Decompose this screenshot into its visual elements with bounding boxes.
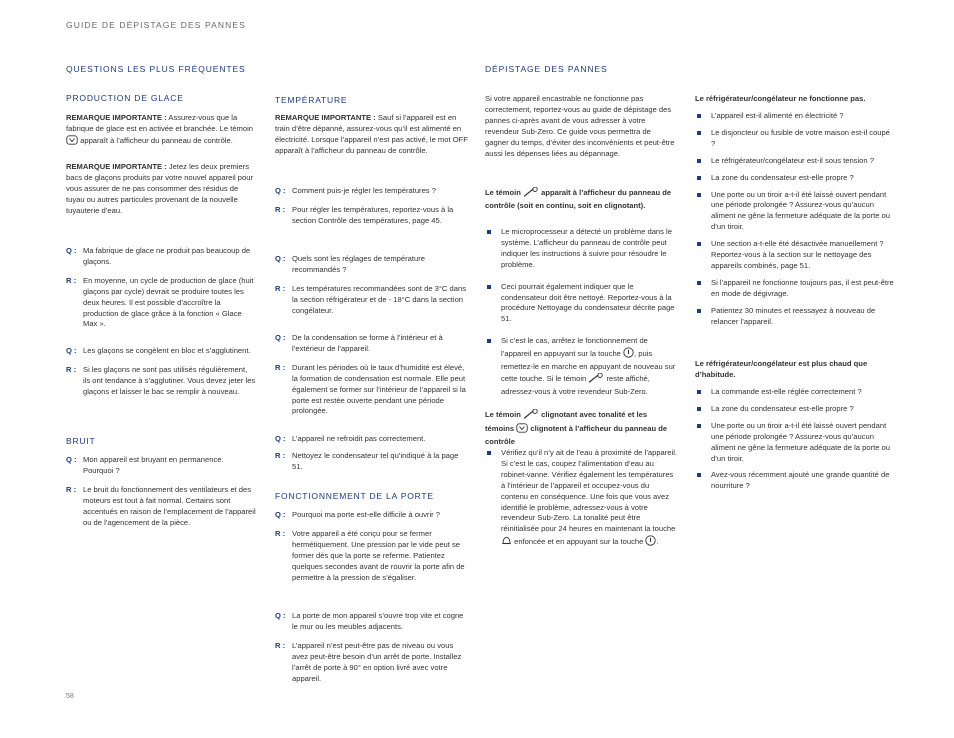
bullet-icon xyxy=(695,111,711,122)
bullet-icon xyxy=(695,278,711,300)
note-label: REMARQUE IMPORTANTE : xyxy=(66,162,167,171)
bullet-icon xyxy=(695,190,711,234)
answer-text: L’appareil n’est peut-être pas de niveau ou vous avez peut-être besoin d’un arrêt de porte. Installez l’arrêt de porte à 90° en option livré avec votre appareil. xyxy=(292,640,462,683)
list-item: Le microprocesseur a détecté un problème dans le système. L’afficheur du panneau de contrôle peut indiquer les instructions à suivre pour résoudre le problème. xyxy=(485,227,677,271)
ice-qa-1: Q : Ma fabrique de glace ne produit pas beaucoup de glaçons. R : En moyenne, un cycle de production de glace (huit glaçons par cycle) devrait se produire toutes les deux heures. Il est possible d’accroître la production de glace grâce à la fonction « Glace Max ». xyxy=(66,246,256,330)
note-label: REMARQUE IMPORTANTE : xyxy=(275,113,376,122)
flash-indicator-heading: Le témoin clignotant avec tonalité et les témoins clignotent à l’afficheur du panneau de contrôle xyxy=(485,410,668,446)
power-icon xyxy=(645,535,656,550)
service-bullets xyxy=(485,227,677,398)
faq-section-title: QUESTIONS LES PLUS FRÉQUENTES xyxy=(66,64,246,74)
answer-text: Votre appareil a été conçu pour se fermer hermétiquement. Une pression par le vide peut se former dès que la porte se referme. Patientez quelques secondes avant de rouvrir la porte afin de permettre à la pression de s’égaliser. xyxy=(292,528,465,582)
list-item: Une section a-t-elle été désactivée manuellement ? Reportez-vous à la section sur le nettoyage des appareils combinés, page 51. xyxy=(695,239,895,272)
answer-text: Pour régler les températures, reportez-vous à la section Contrôle des températures, page 45. xyxy=(292,204,454,225)
list-item: L’appareil est-il alimenté en électricité ? xyxy=(695,111,895,122)
question-text: Ma fabrique de glace ne produit pas beaucoup de glaçons. xyxy=(83,246,251,266)
door-qa-2: Q : La porte de mon appareil s’ouvre trop vite et cogne le mur ou les meubles adjacents. R : L’appareil n’est peut-être pas de niveau ou vous avez peut-être besoin d’un arrêt de porte. Installez l’arrêt de porte à 90° en option livré avec votre appareil. xyxy=(275,611,470,684)
list-item: Ceci pourrait également indiquer que le condensateur doit être nettoyé. Reportez-vous à la procédure Nettoyage du condensateur décrite page 51. xyxy=(485,282,677,326)
answer-text: Si les glaçons ne sont pas utilisés régulièrement, ils ont tendance à s’agglutiner. Vous devez jeter les glaçons et laisser le bac se remplir à nouveau. xyxy=(83,364,256,396)
noise-title: BRUIT xyxy=(66,436,96,446)
temperature-title: TEMPÉRATURE xyxy=(275,95,348,105)
temperature-qa-1: Q : Comment puis-je régler les températures ? R : Pour régler les températures, reportez-vous à la section Contrôle des températures, page 45. xyxy=(275,186,470,227)
list-item: Si c’est le cas, arrêtez le fonctionnement de l’appareil en appuyant sur la touche , puis remettez-le en marche en appuyant de nouveau sur cette touche. Si le témoin reste affiché, adressez-vous à votre revendeur Sub-Zero. xyxy=(485,336,677,398)
temperature-qa-2: Q : Quels sont les réglages de température recommandés ? R : Les températures recommandées sont de 3°C dans la section réfrigérateur et de - 18°C dans la section congélateur. xyxy=(275,254,470,317)
flash-bullets xyxy=(485,448,677,550)
note-label: REMARQUE IMPORTANTE : xyxy=(66,113,167,122)
question-text: Les glaçons se congèlent en bloc et s’agglutinent. xyxy=(83,346,251,355)
wrench-service-icon xyxy=(523,409,539,423)
question-text: La porte de mon appareil s’ouvre trop vite et cogne le mur ou les meubles adjacents. xyxy=(292,611,464,631)
power-icon xyxy=(623,347,634,362)
question-text: Pourquoi ma porte est-elle difficile à ouvrir ? xyxy=(292,510,441,519)
ice-qa-2: Q : Les glaçons se congèlent en bloc et s’agglutinent. R : Si les glaçons ne sont pas utilisés régulièrement, ils ont tendance à s’agglutiner. Vous devez jeter les glaçons et laisser le bac se remplir à nouveau. xyxy=(66,346,256,396)
question-text: Mon appareil est bruyant en permanence. Pourquoi ? xyxy=(83,455,224,475)
bullet-icon xyxy=(695,404,711,415)
bullet-icon xyxy=(485,282,501,326)
bullet-icon xyxy=(695,239,711,272)
ice-production-title: PRODUCTION DE GLACE xyxy=(66,93,184,103)
answer-text: Durant les périodes où le taux d’humidité est élevé, la formation de condensation est normale. Elle peut également se former sur l’intérieur de l’appareil si la porte est restée ouverte pendant une période prolongée. xyxy=(292,362,466,416)
troubleshooting-intro: Si votre appareil encastrable ne fonctionne pas correctement, reportez-vous au guide de dépistage des pannes ci-après avant de vous adresser à votre revendeur Sub-Zero. Ce guide vous permettra de gagner du temps, d’éviter des inconvénients et peut-être aussi les dépenses liées au dépannage. xyxy=(485,94,675,158)
answer-text: En moyenne, un cycle de production de glace (huit glaçons par cycle) devrait se produire toutes les deux heures. Il est possible d’accroître la production de glace grâce à la fonction « Glace Max ». xyxy=(83,275,254,329)
answer-text: Les températures recommandées sont de 3°C dans la section réfrigérateur et de - 18°C dans la section congélateur. xyxy=(292,283,466,315)
service-indicator-heading: Le témoin apparaît à l’afficheur du panneau de contrôle (soit en continu, soit en clignotant). xyxy=(485,188,672,210)
bullet-icon xyxy=(695,128,711,150)
question-text: Quels sont les réglages de température recommandés ? xyxy=(292,254,425,274)
question-text: De la condensation se forme à l’intérieur et à l’extérieur de l’appareil. xyxy=(292,333,443,353)
list-item: Le réfrigérateur/congélateur est-il sous tension ? xyxy=(695,156,895,167)
warmer-heading: Le réfrigérateur/congélateur est plus chaud que d’habitude. xyxy=(695,359,868,379)
warmer-bullets xyxy=(695,387,895,492)
list-item: Patientez 30 minutes et reessayez à nouveau de relancer l’appareil. xyxy=(695,306,895,328)
bullet-icon xyxy=(485,227,501,271)
troubleshooting-section-title: DÉPISTAGE DES PANNES xyxy=(485,64,608,74)
bullet-icon xyxy=(485,336,501,398)
temperature-note: REMARQUE IMPORTANTE : Sauf si l’appareil est en train d’être dépanné, assurez-vous qu’il est alimenté en électricité. Lorsque l’appareil n’est pas activé, le mot OFF apparaît à l’afficheur du panneau de contrôle. xyxy=(275,113,468,155)
wrench-service-icon xyxy=(588,373,604,387)
list-item: Avez-vous récemment ajouté une grande quantité de nourriture ? xyxy=(695,470,895,492)
door-title: FONCTIONNEMENT DE LA PORTE xyxy=(275,491,434,501)
alarm-bell-icon xyxy=(501,535,512,550)
bullet-icon xyxy=(695,470,711,492)
page-header: GUIDE DE DÉPISTAGE DES PANNES xyxy=(66,20,246,30)
question-text: L’appareil ne refroidit pas correctement. xyxy=(292,434,426,443)
bullet-icon xyxy=(695,173,711,184)
list-item: Vérifiez qu’il n’y ait de l’eau à proximité de l’appareil. Si c’est le cas, coupez l’alimentation d’eau au robinet-vanne. Vérifiez également les températures à l’intérieur de l’appareil et occupez-vous du contenu en conséquence. Une fois que vous avez identifié le problème, adressez-vous à votre revendeur Sub-Zero. La tonalité peut être réinitialisée pour 24 heures en maintenant la touche enfoncée et en appuyant sur la touche . xyxy=(485,448,677,550)
list-item: Le disjoncteur ou fusible de votre maison est-il coupé ? xyxy=(695,128,895,150)
ice-note-1: REMARQUE IMPORTANTE : Assurez-vous que la fabrique de glace est en activée et branchée. Le témoin apparaît à l’afficheur du panneau de contrôle. xyxy=(66,113,256,149)
answer-text: Le bruit du fonctionnement des ventilateurs et des moteurs est tout à fait normal. Certains sont accentués en raison de l’emplacement de l’appareil ou de l’agencement de la pièce. xyxy=(83,484,256,527)
list-item: La commande est-elle réglée correctement ? xyxy=(695,387,895,398)
page-number: 58 xyxy=(66,693,74,700)
bullet-icon xyxy=(695,387,711,398)
list-item: Si l’appareil ne fonctionne toujours pas, il est peut-être en mode de dégivrage. xyxy=(695,278,895,300)
ice-note-2: REMARQUE IMPORTANTE : Jetez les deux premiers bacs de glaçons produits par votre nouvel appareil pour vous assurer de ne pas consommer des résidus de tuyau ou autres particules provenant de la nouvelle tuyauterie d’eau. xyxy=(66,162,254,215)
ice-maker-icon xyxy=(66,135,78,149)
not-working-bullets xyxy=(695,111,895,328)
bullet-icon xyxy=(485,448,501,550)
noise-qa-1: Q : Mon appareil est bruyant en permanence. Pourquoi ? R : Le bruit du fonctionnement des ventilateurs et des moteurs est tout à fait normal. Certains sont accentués en raison de l’emplacement de l’appareil ou de l’agencement de la pièce. xyxy=(66,455,256,527)
temperature-qa-3: Q : De la condensation se forme à l’intérieur et à l’extérieur de l’appareil. R : Durant les périodes où le taux d’humidité est élevé, la formation de condensation est normale. Elle peut également se former sur l’intérieur de l’appareil si la porte est restée ouverte pendant une période prolongée. xyxy=(275,333,470,417)
bullet-icon xyxy=(695,306,711,328)
bullet-icon xyxy=(695,156,711,167)
wrench-service-icon xyxy=(523,187,539,201)
temperature-qa-4: Q : L’appareil ne refroidit pas correctement. R : Nettoyez le condensateur tel qu’indiqué à la page 51. xyxy=(275,434,470,473)
list-item: La zone du condensateur est-elle propre ? xyxy=(695,173,895,184)
list-item: Une porte ou un tiroir a-t-il été laissé ouvert pendant une période prolongée ? Assurez-vous qu’aucun aliment ne gêne la fermeture adéquate de la porte ou d’un tiroir. xyxy=(695,421,895,465)
answer-text: Nettoyez le condensateur tel qu’indiqué à la page 51. xyxy=(292,450,459,471)
list-item: Une porte ou un tiroir a-t-il été laissé ouvert pendant une période prolongée ? Assurez-vous qu’aucun aliment ne gêne la fermeture adéquate de la porte ou d’un tiroir. xyxy=(695,190,895,234)
bullet-icon xyxy=(695,421,711,465)
list-item: La zone du condensateur est-elle propre ? xyxy=(695,404,895,415)
water-drop-icon xyxy=(516,423,528,437)
question-text: Comment puis-je régler les températures ? xyxy=(292,186,436,195)
not-working-heading: Le réfrigérateur/congélateur ne fonctionne pas. xyxy=(695,94,866,103)
door-qa-1: Q : Pourquoi ma porte est-elle difficile à ouvrir ? R : Votre appareil a été conçu pour se fermer hermétiquement. Une pression par le vide peut se former dès que la porte se referme. Patientez quelques secondes avant de rouvrir la porte afin de permettre à la pression de s’égaliser. xyxy=(275,510,470,583)
